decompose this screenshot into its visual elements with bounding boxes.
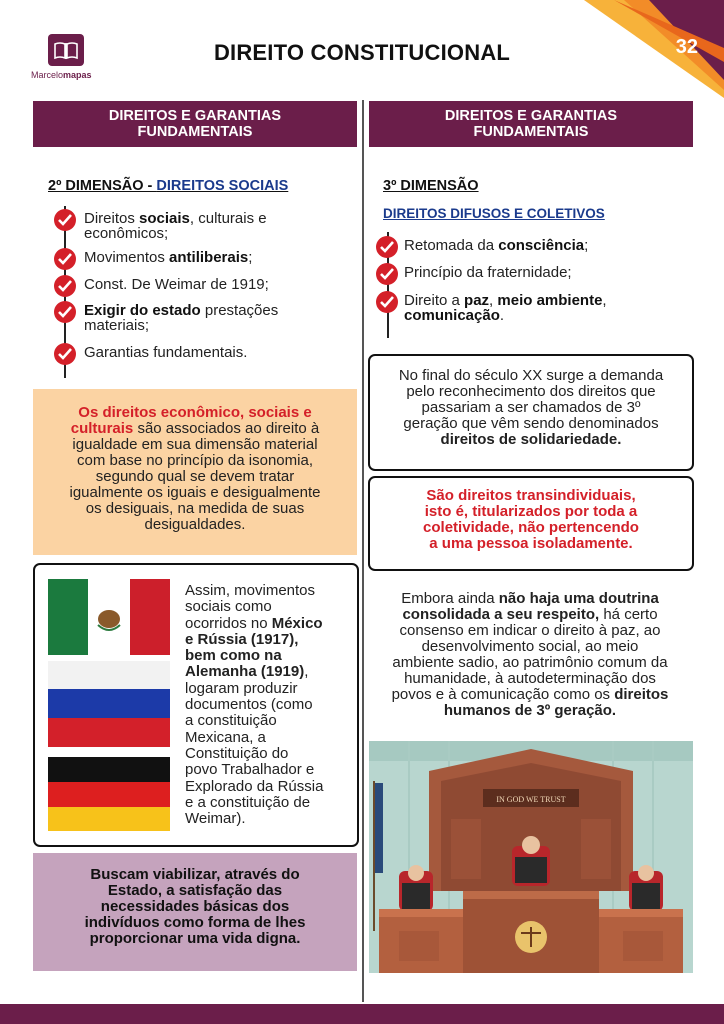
- check-icon: [376, 291, 398, 313]
- russia-flag-icon: [48, 661, 170, 747]
- text-line: [185, 632, 355, 648]
- peach-box-text: [33, 405, 357, 533]
- check-icon: [376, 236, 398, 258]
- text-segment: Direitos: [84, 210, 140, 227]
- check-list-item: [404, 265, 572, 280]
- text-segment: econômicos;: [84, 225, 169, 242]
- text-line: [185, 795, 355, 811]
- text-line: [33, 405, 357, 421]
- text-segment: humanos de 3º geração.: [443, 702, 617, 719]
- left-header: [33, 101, 357, 147]
- text-segment: humanidade, à autodeterminação dos: [404, 670, 656, 687]
- text-segment: logaram produzir: [185, 679, 298, 697]
- text-line: [370, 432, 692, 448]
- text-line: [370, 520, 692, 536]
- text-segment: São direitos transindividuais,: [426, 487, 636, 504]
- text-line: [185, 681, 355, 697]
- text-segment: a constituição: [185, 712, 277, 730]
- text-line: [33, 883, 357, 899]
- text-line: [370, 416, 692, 432]
- logo-text-first: Marcelo: [31, 70, 64, 80]
- text-segment: desenvolvimento social, ao meio: [421, 638, 639, 655]
- text-segment: , culturais e: [189, 210, 267, 227]
- text-line: [33, 517, 357, 533]
- text-segment: ambiente sadio, ao patrimônio comum da: [392, 654, 668, 671]
- text-segment: ,: [602, 292, 607, 309]
- text-segment: povos e à comunicação como os: [391, 686, 615, 703]
- left-section-title: [48, 178, 288, 194]
- check-icon: [54, 343, 76, 365]
- solidarity-box: [368, 354, 694, 471]
- left-section-highlight: DIREITOS SOCIAIS: [156, 178, 289, 194]
- text-segment: Buscam viabilizar, através do: [90, 866, 300, 883]
- text-line: [370, 368, 692, 384]
- text-line: [84, 277, 269, 292]
- check-icon: [54, 248, 76, 270]
- check-list-item: [404, 293, 607, 323]
- text-segment: ocorridos no: [185, 614, 272, 632]
- text-segment: pelo reconhecimento dos direitos que: [406, 383, 656, 400]
- text-segment: Weimar).: [185, 810, 246, 828]
- transindividual-box-text: [370, 488, 692, 552]
- lilac-box-text: [33, 867, 357, 947]
- right-section-subtitle: DIREITOS DIFUSOS E COLETIVOS: [383, 206, 605, 221]
- text-line: [84, 250, 252, 265]
- text-segment: Exigir do estado: [84, 302, 201, 319]
- text-segment: Assim, movimentos: [185, 582, 316, 599]
- text-segment: paz: [464, 292, 490, 309]
- text-segment: segundo qual se devem tratar: [95, 468, 295, 485]
- text-segment: Mexicana, a: [185, 728, 266, 746]
- text-segment: necessidades básicas dos: [100, 898, 290, 915]
- text-segment: ,: [489, 292, 498, 309]
- text-line: [33, 485, 357, 501]
- third-generation-paragraph: [368, 591, 692, 719]
- mexico-flag-icon: [48, 579, 170, 655]
- text-segment: documentos (como: [185, 696, 313, 714]
- text-line: [404, 238, 588, 253]
- check-icon: [54, 275, 76, 297]
- text-segment: No final do século XX surge a demanda: [398, 367, 664, 384]
- text-segment: isto é, titularizados por toda a: [424, 503, 638, 520]
- text-line: [185, 730, 355, 746]
- text-segment: ;: [248, 249, 253, 266]
- text-line: [185, 616, 355, 632]
- text-segment: bem como na: [185, 647, 282, 665]
- text-segment: antiliberais: [169, 249, 249, 266]
- text-line: [33, 453, 357, 469]
- text-segment: direitos de solidariedade.: [440, 431, 622, 448]
- text-segment: ;: [584, 237, 589, 254]
- text-line: [185, 779, 355, 795]
- text-segment: .: [499, 307, 505, 324]
- text-line: [368, 655, 692, 671]
- text-line: [33, 931, 357, 947]
- transindividual-box: [368, 476, 694, 571]
- text-segment: sociais como: [185, 598, 272, 616]
- text-line: [185, 713, 355, 729]
- text-line: [368, 639, 692, 655]
- text-segment: geração que vêm sendo denominados: [403, 415, 659, 432]
- text-line: [84, 211, 267, 226]
- check-list-item: [84, 345, 247, 360]
- text-segment: Explorado da Rússia: [185, 777, 324, 795]
- left-header-line-2: FUNDAMENTAIS: [137, 124, 253, 140]
- text-segment: indivíduos como forma de lhes: [84, 914, 306, 931]
- right-header-line-1: DIREITOS E GARANTIAS: [444, 108, 618, 124]
- text-line: [33, 915, 357, 931]
- page-number: 32: [675, 36, 698, 58]
- text-segment: materiais;: [84, 317, 150, 334]
- text-line: [84, 226, 267, 241]
- flags-box-text: [185, 583, 355, 827]
- text-segment: a uma pessoa isoladamente.: [429, 535, 633, 552]
- check-list-item: [84, 250, 252, 265]
- text-line: [185, 599, 355, 615]
- text-segment: coletividade, não pertencendo: [423, 519, 639, 536]
- text-line: [370, 504, 692, 520]
- flags-box: [33, 563, 359, 847]
- text-line: [33, 501, 357, 517]
- text-segment: desigualdades.: [144, 516, 246, 533]
- text-segment: não haja uma doutrina: [498, 590, 659, 607]
- text-line: [370, 536, 692, 552]
- text-line: [84, 318, 278, 333]
- text-segment: Const. De Weimar de 1919;: [84, 276, 269, 293]
- text-segment: Movimentos: [84, 249, 170, 266]
- text-segment: povo Trabalhador e: [185, 761, 315, 779]
- left-section-prefix: 2º DIMENSÃO -: [48, 178, 157, 194]
- text-line: [185, 664, 355, 680]
- text-segment: Os direitos econômico, sociais e: [78, 404, 312, 421]
- text-segment: proporcionar uma vida digna.: [89, 930, 301, 947]
- text-segment: e Rússia (1917),: [185, 630, 299, 648]
- right-header: [369, 101, 693, 147]
- text-line: [185, 811, 355, 827]
- text-line: [368, 703, 692, 719]
- text-segment: Garantias fundamentais.: [84, 344, 248, 361]
- text-line: [404, 293, 607, 308]
- text-segment: México: [271, 614, 323, 632]
- text-segment: Constituição do: [185, 744, 289, 762]
- text-segment: culturais: [70, 420, 134, 437]
- text-segment: passariam a ser chamados de 3º: [421, 399, 641, 416]
- text-line: [84, 303, 278, 318]
- text-line: [185, 697, 355, 713]
- check-list-item: [84, 211, 267, 241]
- text-segment: direitos: [614, 686, 669, 703]
- text-line: [84, 345, 247, 360]
- lilac-box: [33, 853, 357, 971]
- text-segment: igualmente os iguais e desigualmente: [69, 484, 321, 501]
- text-line: [368, 671, 692, 687]
- text-segment: igualdade em sua dimensão material: [72, 436, 318, 453]
- text-segment: meio ambiente: [497, 292, 603, 309]
- text-line: [33, 469, 357, 485]
- page-title: DIREITO CONSTITUCIONAL: [213, 40, 511, 65]
- text-line: [33, 421, 357, 437]
- text-segment: comunicação: [404, 307, 500, 324]
- text-line: [33, 899, 357, 915]
- text-line: [185, 762, 355, 778]
- text-segment: são associados ao direito à: [133, 420, 320, 437]
- text-line: [185, 648, 355, 664]
- text-line: [368, 607, 692, 623]
- text-segment: Princípio da fraternidade;: [404, 264, 572, 281]
- right-header-line-2: FUNDAMENTAIS: [473, 124, 589, 140]
- text-segment: Estado, a satisfação das: [107, 882, 283, 899]
- text-segment: há certo: [599, 606, 658, 623]
- check-icon: [54, 209, 76, 231]
- text-line: [33, 437, 357, 453]
- text-segment: Retomada da: [404, 237, 499, 254]
- text-segment: Direito a: [404, 292, 465, 309]
- text-line: [368, 687, 692, 703]
- check-icon: [54, 301, 76, 323]
- right-section-title: 3º DIMENSÃO: [383, 178, 479, 194]
- check-list-item: [84, 277, 269, 292]
- peach-box: [33, 389, 357, 555]
- text-segment: sociais: [139, 210, 190, 227]
- text-segment: os desiguais, na medida de suas: [85, 500, 305, 517]
- text-segment: Alemanha (1919): [185, 663, 305, 681]
- text-segment: ,: [304, 663, 309, 681]
- text-line: [368, 623, 692, 639]
- text-line: [185, 746, 355, 762]
- text-segment: com base no princípio da isonomia,: [77, 452, 313, 469]
- check-list-item: [404, 238, 588, 253]
- text-segment: Embora ainda: [401, 590, 499, 607]
- text-segment: consciência: [498, 237, 585, 254]
- logo-text-second: mapas: [63, 70, 92, 80]
- text-line: [33, 867, 357, 883]
- germany-flag-icon: [48, 757, 170, 831]
- text-segment: consolidada a seu respeito,: [402, 606, 600, 623]
- text-line: [368, 591, 692, 607]
- text-segment: consenso em indicar o direito à paz, ao: [399, 622, 661, 639]
- text-line: [370, 384, 692, 400]
- text-line: [185, 583, 355, 599]
- court-sign-text: IN GOD WE TRUST: [496, 795, 566, 804]
- text-segment: prestações: [200, 302, 279, 319]
- logo-text: [31, 70, 92, 80]
- text-segment: e a constituição de: [185, 793, 311, 811]
- column-divider: [362, 100, 364, 1002]
- text-line: [370, 488, 692, 504]
- left-header-line-1: DIREITOS E GARANTIAS: [108, 108, 282, 124]
- bottom-bar: [0, 1004, 724, 1024]
- check-icon: [376, 263, 398, 285]
- check-list-item: [84, 303, 278, 333]
- text-line: [404, 265, 572, 280]
- courtroom-illustration: [369, 741, 693, 973]
- text-line: [370, 400, 692, 416]
- text-line: [404, 308, 607, 323]
- solidarity-box-text: [370, 368, 692, 448]
